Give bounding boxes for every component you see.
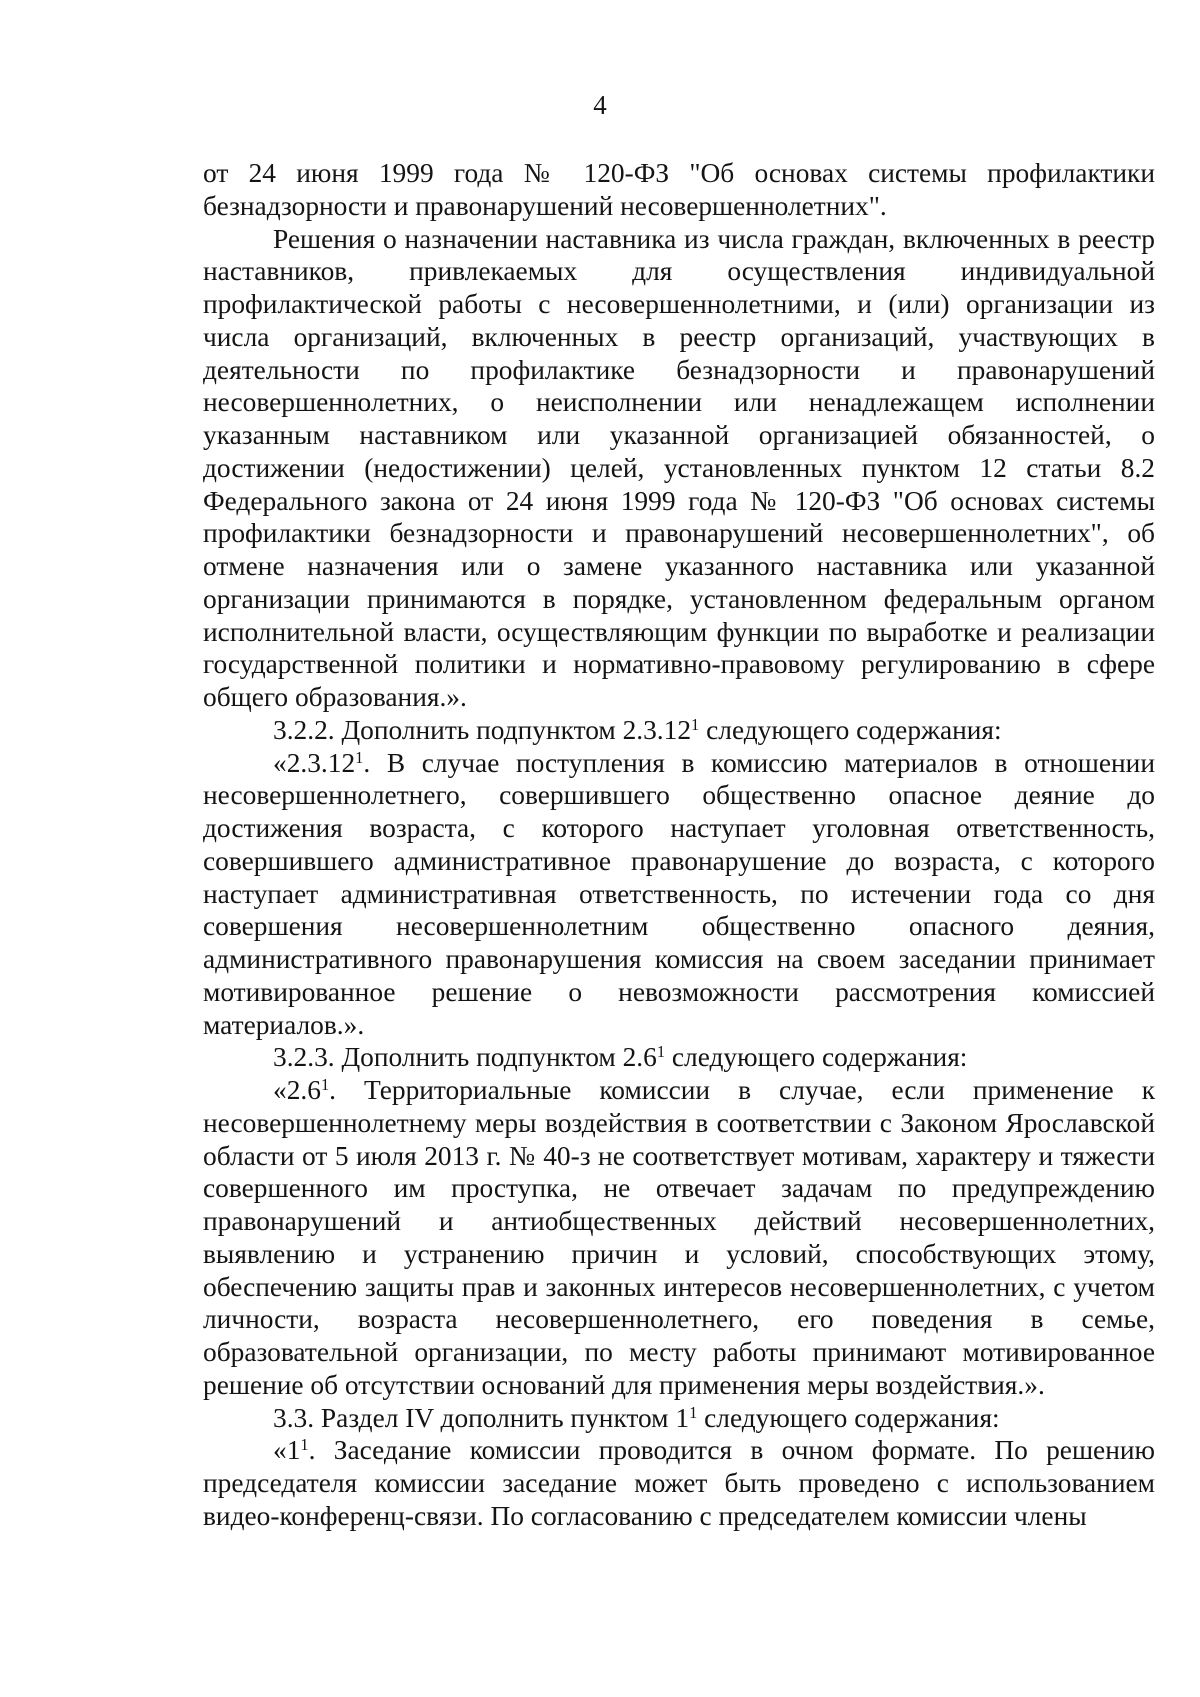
paragraph-p-3-2-3: 3.2.3. Дополнить подпунктом $2.6^1$ следующего содержания: <box>273 1042 968 1073</box>
superscript: 1 <box>656 1042 666 1062</box>
paragraph-p-2-3-12-1: «2.3.12$^1$. В случае поступления в комиссию материалов в отношении несовершеннолетнего, совершившего общественно опасное деяние до достижения возраста, с которого наступает уголовная ответственность, совершившего административное правонарушение до возраста, с которого наступает административная ответственность, по истечении года со дня совершения несовершеннолетним общественно опасного деяния, административного правонарушения комиссия на своем заседании принимает мотивированное решение о невозможности рассмотрения комиссией материалов.». <box>203 747 1155 1040</box>
paragraph-p-3-2-2: 3.2.2. Дополнить подпунктом 2.3.12$^1$ следующего содержания: <box>273 714 1002 745</box>
paragraph-p-2-6-1: «$2.6^1$. Территориальные комиссии в случае, если применение к несовершеннолетнему меры воздействия в соответствии с Законом Ярославской области от 5 июля 2013 г. № 40-з не соответствует мотивам, характеру и тяжести совершенного им проступка, не отвечает задачам по предупреждению правонарушений и антиобщественных действий несовершеннолетних, выявлению и устранению причин и условий, способствующих этому, обеспечению защиты прав и законных интересов несовершеннолетних, с учетом личности, возраста несовершеннолетнего, его поведения в семье, образовательной организации, по месту работы принимают мотивированное решение об отсутствии оснований для применения меры воздействия.». <box>203 1074 1155 1400</box>
paragraph-p-mentor-decisions: Решения о назначении наставника из числа граждан, включенных в реестр наставников, привлекаемых для осуществления индивидуальной профилактической работы с несовершеннолетними, и (или) организации из числа организаций, включенных в реестр организаций, участвующих в деятельности по профилактике безнадзорности и правонарушений несовершеннолетних, о неисполнении или ненадлежащем исполнении указанным наставником или указанной организацией обязанностей, о достижении (недостижении) целей, установленных пунктом 12 статьи 8.2 Федерального закона от 24 июня 1999 года № 120-ФЗ "Об основах системы профилактики безнадзорности и правонарушений несовершеннолетних", об отмене назначения или о замене указанного наставника или указанной организации принимаются в порядке, установленном федеральным органом исполнительной власти, осуществляющим функции по выработке и реализации государственной политики и нормативно-правовому регулированию в сфере общего образования.». <box>203 223 1155 712</box>
page-number: 4 <box>593 90 607 120</box>
paragraph-p-continuation: от 24 июня 1999 года № 120-ФЗ "Об основах системы профилактики безнадзорности и правонарушений несовершеннолетних". <box>203 158 1155 221</box>
paragraph-p-3-3: 3.3. Раздел IV дополнить пунктом $1^1$ следующего содержания: <box>273 1402 1000 1433</box>
paragraph-p-1-1: «$1^1$. Заседание комиссии проводится в очном формате. По решению председателя комиссии заседание может быть проведено с использованием видео-конференц-связи. По согласованию с председателем комиссии члены <box>203 1435 1155 1531</box>
superscript: 1 <box>320 1074 330 1094</box>
superscript: 1 <box>300 1435 309 1455</box>
document-body <box>203 157 1155 1533</box>
superscript: 1 <box>689 1402 698 1422</box>
superscript: 1 <box>355 747 364 767</box>
superscript: 1 <box>691 714 700 734</box>
